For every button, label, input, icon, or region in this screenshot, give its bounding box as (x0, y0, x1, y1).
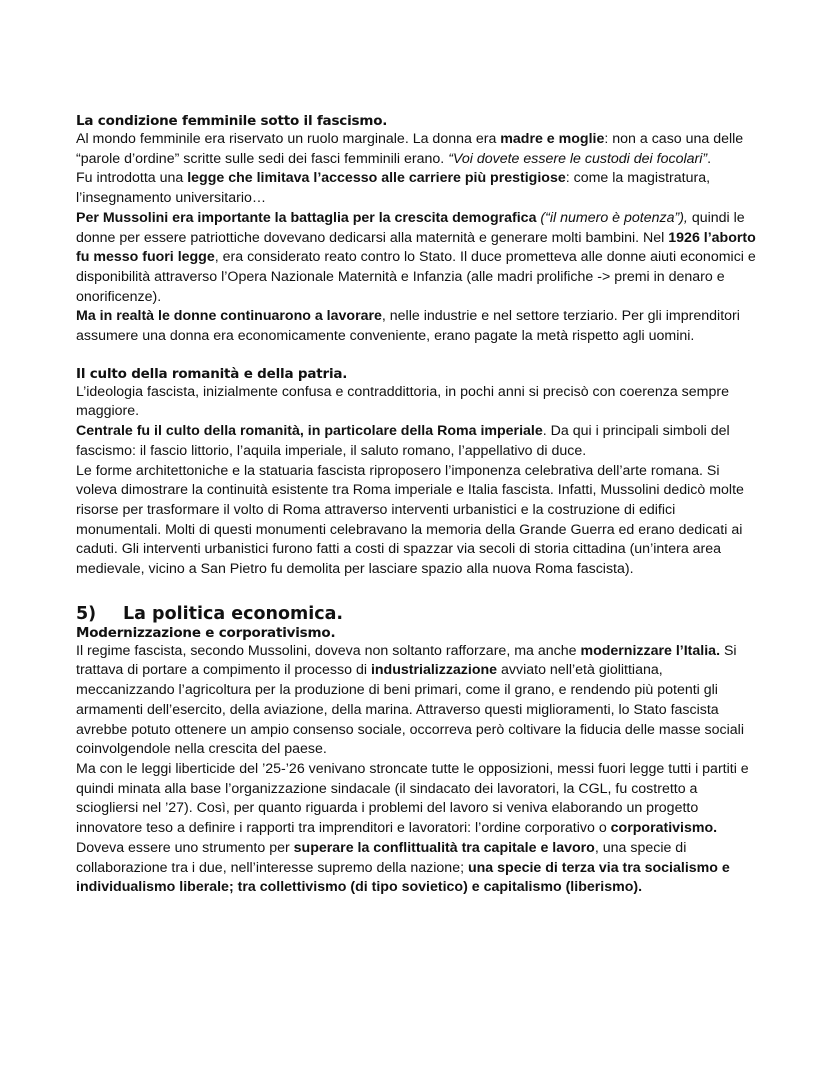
bold-text: legge che limitava l’accesso alle carriere più prestigiose (187, 170, 566, 187)
paragraph (76, 760, 762, 898)
paragraph (76, 462, 762, 580)
paragraph (76, 383, 762, 422)
chapter-number: 5) (76, 603, 97, 624)
text-run: avviato nell’età giolittiana, meccanizzando l’agricoltura per la produzione di beni primari, come il grano, e rendendo più potenti gli armamenti dell’esercito, della aviazione, della marina. Attraverso questi miglioramenti, lo Stato fascista avrebbe potuto ottenere un ampio consenso sociale, occorreva però coltivare la fiducia delle masse sociali coinvolgendole nella crescita del paese. (76, 662, 744, 758)
bold-text: industrializzazione (370, 662, 498, 679)
bold-text: corporativismo. (610, 820, 718, 837)
text-run: . (707, 150, 712, 167)
paragraph (76, 307, 762, 346)
bold-text: superare la conflittualità tra capitale e lavoro (293, 839, 595, 856)
bold-text: 1926 l’aborto fu messo fuori legge (76, 229, 756, 266)
subsection-heading: Modernizzazione e corporativismo. (76, 624, 336, 641)
text-run: , nelle industrie e nel settore terziario. Per gli imprenditori assumere una donna era economicamente conveniente, erano pagate la metà rispetto agli uomini. (76, 308, 740, 345)
text-run: L’ideologia fascista, inizialmente confusa e contraddittoria, in pochi anni si precisò con coerenza sempre maggiore. (76, 383, 729, 420)
text-run: : non a caso una delle “parole d’ordine” scritte sulle sedi dei fasci femminili erano. (76, 131, 744, 167)
text-run: . Da qui i principali simboli del fascismo: il fascio littorio, l’aquila imperiale, il saluto romano, l’appellativo di duce. (76, 423, 730, 459)
text-run: Il regime fascista, secondo Mussolini, doveva non soltanto rafforzare, ma anche (76, 642, 581, 659)
bold-text: Ma in realtà le donne continuarono a lavorare (76, 308, 382, 325)
text-run: Fu introdotta una (76, 170, 188, 187)
bold-text: una specie di terza via tra socialismo e individualismo liberale; tra collettivismo (di tipo sovietico) e capitalismo (liberismo). (76, 859, 730, 896)
italic-text: “Voi dovete essere le custodi dei focolari” (448, 150, 708, 167)
bold-text: Per Mussolini era importante la battaglia per la crescita demografica (76, 209, 537, 226)
text-run: , una specie di collaborazione tra i due, nell’interesse supremo della nazione; (76, 839, 687, 876)
text-run: , era considerato reato contro lo Stato. Il duce prometteva alle donne aiuti economici e disponibilità attraverso l’Opera Nazionale Maternità e Infanzia (alle madri prolifiche -> premi in denaro e onorificenze). (76, 249, 756, 305)
text-run: Si trattava di portare a compimento il processo di (76, 642, 737, 679)
italic-text: (“il numero è potenza”), (540, 209, 688, 226)
bold-text: madre e moglie (500, 131, 605, 147)
text-run: Le forme architettoniche e la statuaria fascista riproposero l’imponenza celebrativa dell’arte romana. Si voleva dimostrare la continuità esistente tra Roma imperiale e Italia fascista. Infatti, Mussolini dedicò molte risorse per trasformare il volto di Roma attraverso interventi urbanistici e la costruzione di edifici monumentali. Molti di questi monumenti celebravano la memoria della Grande Guerra ed erano dedicati ai caduti. Gli interventi urbanistici furono fatti a costi di spazzar via secoli di storia cittadina (un’intera area medievale, vicino a San Pietro fu demolita per lasciare spazio alla nuova Roma fascista). (76, 462, 744, 578)
chapter-title: La politica economica. (123, 603, 344, 624)
text-run: Doveva essere uno strumento per (76, 839, 294, 856)
paragraph (76, 209, 762, 308)
text-run: Ma con le leggi liberticide del ’25-’26 venivano stroncate tutte le opposizioni, messi fuori legge tutti i partiti e quindi minata alla base l’organizzazione sindacale (il sindacato dei lavoratori, la CGL, fu costretto a sciogliersi nel ’27). Così, per quanto riguarda i problemi del lavoro si veniva elaborando un progetto innovatore teso a definire i rapporti tra imprenditori e lavoratori: l’ordine corporativo o (76, 760, 749, 837)
chapter-heading (76, 604, 762, 624)
section-heading-condizione-femminile: La condizione femminile sotto il fascismo. (76, 113, 388, 129)
document-page (76, 112, 762, 898)
paragraph (76, 422, 762, 461)
paragraph (76, 642, 762, 760)
text-run: : come la magistratura, l’insegnamento universitario… (76, 170, 711, 207)
text-run: quindi le donne per essere patriottiche dovevano dedicarsi alla maternità e generare molti bambini. Nel (76, 209, 745, 246)
bold-text: modernizzare l’Italia. (580, 642, 721, 659)
bold-text: Centrale fu il culto della romanità, in particolare della Roma imperiale (76, 423, 543, 440)
paragraph (76, 169, 762, 208)
text-run: Al mondo femminile era riservato un ruolo marginale. La donna era (76, 131, 501, 147)
section-heading-culto-romanita: Il culto della romanità e della patria. (76, 365, 348, 382)
paragraph (76, 130, 762, 169)
